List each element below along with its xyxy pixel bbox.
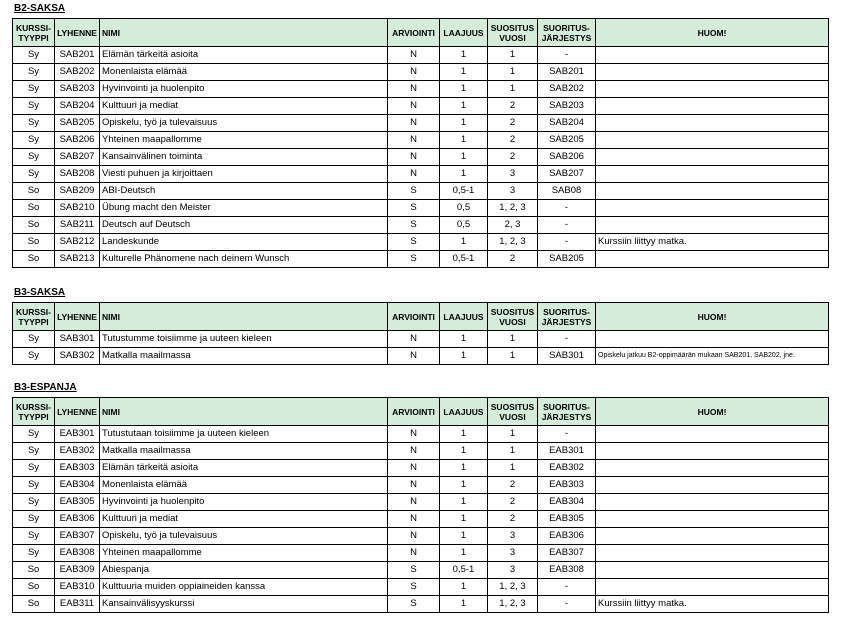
- laajuus-cell: 1: [440, 132, 488, 149]
- arviointi-cell: N: [388, 477, 440, 494]
- suoritusjarjestys-cell: -: [538, 596, 596, 613]
- lyhenne-cell: SAB204: [55, 98, 100, 115]
- lyhenne-header: LYHENNE: [55, 19, 100, 47]
- header-row: [13, 19, 829, 47]
- header-row: [13, 398, 829, 426]
- arviointi-cell: N: [388, 460, 440, 477]
- kurssityyppi-cell: Sy: [13, 47, 55, 64]
- suositusvuosi-cell: 1: [488, 348, 538, 365]
- nimi-cell: Kulttuuri ja mediat: [100, 511, 388, 528]
- suositusvuosi-cell: 1: [488, 331, 538, 348]
- suositusvuosi-cell: 2: [488, 477, 538, 494]
- nimi-cell: Monenlaista elämää: [100, 64, 388, 81]
- arviointi-cell: N: [388, 331, 440, 348]
- kurssityyppi-cell: Sy: [13, 545, 55, 562]
- suoritusjarjestys-cell: SAB206: [538, 149, 596, 166]
- lyhenne-cell: EAB301: [55, 426, 100, 443]
- huom-cell: Kurssiin liittyy matka.: [596, 596, 829, 613]
- kurssityyppi-cell: Sy: [13, 477, 55, 494]
- kurssityyppi-cell: Sy: [13, 115, 55, 132]
- suositusvuosi-cell: 2: [488, 251, 538, 268]
- arviointi-cell: N: [388, 98, 440, 115]
- nimi-cell: Kansainvälisyyskurssi: [100, 596, 388, 613]
- lyhenne-cell: EAB308: [55, 545, 100, 562]
- suoritusjarjestys-cell: SAB08: [538, 183, 596, 200]
- suositusvuosi-header: SUOSITUS VUOSI: [488, 19, 538, 47]
- course-table: [12, 18, 829, 268]
- suositusvuosi-cell: 1, 2, 3: [488, 579, 538, 596]
- table-row: [13, 64, 829, 81]
- table-row: [13, 562, 829, 579]
- table-row: [13, 579, 829, 596]
- laajuus-cell: 0,5: [440, 200, 488, 217]
- section-b2-saksa: [12, 2, 829, 268]
- nimi-cell: Yhteinen maapallomme: [100, 545, 388, 562]
- arviointi-cell: N: [388, 64, 440, 81]
- laajuus-cell: 0,5: [440, 217, 488, 234]
- kurssityyppi-cell: Sy: [13, 166, 55, 183]
- huom-cell: [596, 460, 829, 477]
- huom-cell: [596, 511, 829, 528]
- nimi-cell: Tutustumme toisiimme ja uuteen kieleen: [100, 331, 388, 348]
- kurssityyppi-header: KURSSI- TYYPPI: [13, 398, 55, 426]
- kurssityyppi-cell: Sy: [13, 426, 55, 443]
- laajuus-cell: 1: [440, 545, 488, 562]
- huom-cell: [596, 443, 829, 460]
- kurssityyppi-cell: So: [13, 251, 55, 268]
- lyhenne-cell: EAB302: [55, 443, 100, 460]
- lyhenne-cell: SAB213: [55, 251, 100, 268]
- arviointi-cell: S: [388, 200, 440, 217]
- suositusvuosi-cell: 3: [488, 562, 538, 579]
- table-row: [13, 132, 829, 149]
- huom-cell: [596, 426, 829, 443]
- nimi-cell: Opiskelu, työ ja tulevaisuus: [100, 528, 388, 545]
- suoritusjarjestys-cell: SAB204: [538, 115, 596, 132]
- suoritusjarjestys-cell: SAB205: [538, 251, 596, 268]
- table-row: [13, 47, 829, 64]
- suoritusjarjestys-cell: EAB306: [538, 528, 596, 545]
- table-row: [13, 234, 829, 251]
- arviointi-cell: N: [388, 494, 440, 511]
- nimi-cell: Kulttuuri ja mediat: [100, 98, 388, 115]
- nimi-cell: Viesti puhuen ja kirjoittaen: [100, 166, 388, 183]
- suositusvuosi-cell: 3: [488, 545, 538, 562]
- arviointi-cell: S: [388, 596, 440, 613]
- section-title: B3-SAKSA: [14, 287, 66, 298]
- table-row: [13, 477, 829, 494]
- laajuus-cell: 1: [440, 443, 488, 460]
- lyhenne-cell: SAB301: [55, 331, 100, 348]
- suoritusjarjestys-cell: -: [538, 331, 596, 348]
- lyhenne-cell: SAB201: [55, 47, 100, 64]
- suositusvuosi-cell: 2: [488, 115, 538, 132]
- huom-cell: [596, 47, 829, 64]
- suositusvuosi-cell: 2: [488, 511, 538, 528]
- suoritusjarjestys-header: SUORITUS- JÄRJESTYS: [538, 19, 596, 47]
- suoritusjarjestys-cell: EAB307: [538, 545, 596, 562]
- table-row: [13, 494, 829, 511]
- section-title: B2-SAKSA: [14, 3, 66, 14]
- table-row: [13, 545, 829, 562]
- suoritusjarjestys-cell: -: [538, 579, 596, 596]
- huom-cell: [596, 494, 829, 511]
- huom-cell: [596, 331, 829, 348]
- suoritusjarjestys-cell: EAB305: [538, 511, 596, 528]
- nimi-cell: Landeskunde: [100, 234, 388, 251]
- suositusvuosi-cell: 2: [488, 494, 538, 511]
- nimi-cell: ABI-Deutsch: [100, 183, 388, 200]
- lyhenne-cell: EAB310: [55, 579, 100, 596]
- nimi-cell: Hyvinvointi ja huolenpito: [100, 494, 388, 511]
- table-row: [13, 200, 829, 217]
- arviointi-cell: N: [388, 348, 440, 365]
- arviointi-cell: N: [388, 443, 440, 460]
- arviointi-cell: N: [388, 545, 440, 562]
- suositusvuosi-cell: 1, 2, 3: [488, 200, 538, 217]
- huom-cell: [596, 149, 829, 166]
- laajuus-cell: 1: [440, 234, 488, 251]
- lyhenne-header: LYHENNE: [55, 303, 100, 331]
- lyhenne-cell: SAB207: [55, 149, 100, 166]
- lyhenne-cell: EAB309: [55, 562, 100, 579]
- nimi-cell: Opiskelu, työ ja tulevaisuus: [100, 115, 388, 132]
- kurssityyppi-cell: So: [13, 217, 55, 234]
- arviointi-cell: N: [388, 132, 440, 149]
- suoritusjarjestys-cell: SAB202: [538, 81, 596, 98]
- arviointi-cell: N: [388, 149, 440, 166]
- nimi-cell: Abiespanja: [100, 562, 388, 579]
- laajuus-cell: 1: [440, 596, 488, 613]
- nimi-cell: Übung macht den Meister: [100, 200, 388, 217]
- nimi-header: NIMI: [100, 303, 388, 331]
- laajuus-cell: 1: [440, 149, 488, 166]
- kurssityyppi-cell: Sy: [13, 132, 55, 149]
- suoritusjarjestys-cell: EAB303: [538, 477, 596, 494]
- huom-cell: [596, 251, 829, 268]
- huom-cell: [596, 166, 829, 183]
- lyhenne-cell: SAB210: [55, 200, 100, 217]
- kurssityyppi-cell: So: [13, 562, 55, 579]
- huom-cell: [596, 183, 829, 200]
- nimi-header: NIMI: [100, 398, 388, 426]
- laajuus-cell: 1: [440, 494, 488, 511]
- lyhenne-cell: EAB304: [55, 477, 100, 494]
- table-row: [13, 348, 829, 365]
- nimi-cell: Deutsch auf Deutsch: [100, 217, 388, 234]
- kurssityyppi-cell: Sy: [13, 511, 55, 528]
- nimi-cell: Elämän tärkeitä asioita: [100, 47, 388, 64]
- nimi-cell: Monenlaista elämää: [100, 477, 388, 494]
- laajuus-cell: 1: [440, 460, 488, 477]
- kurssityyppi-cell: So: [13, 596, 55, 613]
- lyhenne-cell: EAB306: [55, 511, 100, 528]
- suoritusjarjestys-header: SUORITUS- JÄRJESTYS: [538, 303, 596, 331]
- table-row: [13, 596, 829, 613]
- kurssityyppi-cell: Sy: [13, 528, 55, 545]
- table-row: [13, 443, 829, 460]
- suositusvuosi-cell: 1: [488, 47, 538, 64]
- nimi-cell: Matkalla maailmassa: [100, 348, 388, 365]
- table-row: [13, 98, 829, 115]
- lyhenne-cell: SAB206: [55, 132, 100, 149]
- nimi-cell: Kulturelle Phänomene nach deinem Wunsch: [100, 251, 388, 268]
- laajuus-cell: 0,5-1: [440, 183, 488, 200]
- huom-cell: [596, 545, 829, 562]
- laajuus-cell: 1: [440, 528, 488, 545]
- laajuus-cell: 1: [440, 511, 488, 528]
- suoritusjarjestys-cell: SAB207: [538, 166, 596, 183]
- kurssityyppi-header: KURSSI- TYYPPI: [13, 19, 55, 47]
- suositusvuosi-cell: 3: [488, 166, 538, 183]
- huom-header: HUOM!: [596, 19, 829, 47]
- laajuus-cell: 0,5-1: [440, 251, 488, 268]
- lyhenne-cell: SAB202: [55, 64, 100, 81]
- suoritusjarjestys-header: SUORITUS- JÄRJESTYS: [538, 398, 596, 426]
- huom-cell: [596, 132, 829, 149]
- laajuus-cell: 1: [440, 98, 488, 115]
- suoritusjarjestys-cell: SAB203: [538, 98, 596, 115]
- lyhenne-cell: EAB303: [55, 460, 100, 477]
- lyhenne-cell: EAB311: [55, 596, 100, 613]
- nimi-cell: Kansainvälinen toiminta: [100, 149, 388, 166]
- suoritusjarjestys-cell: -: [538, 47, 596, 64]
- table-row: [13, 426, 829, 443]
- lyhenne-cell: SAB203: [55, 81, 100, 98]
- kurssityyppi-cell: So: [13, 579, 55, 596]
- kurssityyppi-cell: So: [13, 234, 55, 251]
- huom-cell: [596, 217, 829, 234]
- section-b3-saksa: [12, 286, 829, 365]
- lyhenne-header: LYHENNE: [55, 398, 100, 426]
- lyhenne-cell: SAB302: [55, 348, 100, 365]
- course-table: [12, 302, 829, 365]
- huom-cell: [596, 98, 829, 115]
- suositusvuosi-cell: 1, 2, 3: [488, 234, 538, 251]
- suositusvuosi-cell: 3: [488, 183, 538, 200]
- arviointi-cell: N: [388, 528, 440, 545]
- arviointi-cell: S: [388, 562, 440, 579]
- laajuus-cell: 1: [440, 348, 488, 365]
- laajuus-cell: 1: [440, 81, 488, 98]
- course-table: [12, 397, 829, 613]
- suoritusjarjestys-cell: EAB302: [538, 460, 596, 477]
- lyhenne-cell: SAB208: [55, 166, 100, 183]
- suositusvuosi-cell: 2: [488, 149, 538, 166]
- arviointi-cell: N: [388, 511, 440, 528]
- arviointi-cell: S: [388, 217, 440, 234]
- laajuus-cell: 1: [440, 477, 488, 494]
- table-row: [13, 460, 829, 477]
- arviointi-header: ARVIOINTI: [388, 398, 440, 426]
- laajuus-cell: 1: [440, 115, 488, 132]
- table-row: [13, 183, 829, 200]
- kurssityyppi-cell: So: [13, 200, 55, 217]
- huom-cell: [596, 200, 829, 217]
- table-row: [13, 511, 829, 528]
- nimi-cell: Kulttuuria muiden oppiaineiden kanssa: [100, 579, 388, 596]
- suoritusjarjestys-cell: -: [538, 200, 596, 217]
- suoritusjarjestys-cell: SAB201: [538, 64, 596, 81]
- suoritusjarjestys-cell: -: [538, 234, 596, 251]
- suositusvuosi-header: SUOSITUS VUOSI: [488, 303, 538, 331]
- kurssityyppi-cell: Sy: [13, 98, 55, 115]
- kurssityyppi-cell: Sy: [13, 460, 55, 477]
- nimi-header: NIMI: [100, 19, 388, 47]
- kurssityyppi-cell: Sy: [13, 348, 55, 365]
- suositusvuosi-cell: 1: [488, 426, 538, 443]
- arviointi-cell: N: [388, 426, 440, 443]
- kurssityyppi-header: KURSSI- TYYPPI: [13, 303, 55, 331]
- huom-cell: [596, 64, 829, 81]
- huom-cell: [596, 477, 829, 494]
- laajuus-cell: 1: [440, 426, 488, 443]
- suositusvuosi-cell: 3: [488, 528, 538, 545]
- nimi-cell: Hyvinvointi ja huolenpito: [100, 81, 388, 98]
- huom-cell: [596, 528, 829, 545]
- huom-header: HUOM!: [596, 303, 829, 331]
- table-row: [13, 217, 829, 234]
- nimi-cell: Yhteinen maapallomme: [100, 132, 388, 149]
- lyhenne-cell: EAB307: [55, 528, 100, 545]
- arviointi-header: ARVIOINTI: [388, 19, 440, 47]
- laajuus-cell: 1: [440, 579, 488, 596]
- kurssityyppi-cell: Sy: [13, 149, 55, 166]
- suositusvuosi-cell: 1: [488, 443, 538, 460]
- table-row: [13, 81, 829, 98]
- huom-cell: [596, 579, 829, 596]
- huom-cell: [596, 115, 829, 132]
- arviointi-cell: N: [388, 166, 440, 183]
- nimi-cell: Matkalla maailmassa: [100, 443, 388, 460]
- huom-cell: [596, 81, 829, 98]
- suoritusjarjestys-cell: -: [538, 426, 596, 443]
- kurssityyppi-cell: Sy: [13, 81, 55, 98]
- laajuus-cell: 1: [440, 331, 488, 348]
- table-row: [13, 115, 829, 132]
- table-row: [13, 251, 829, 268]
- table-row: [13, 166, 829, 183]
- kurssityyppi-cell: Sy: [13, 443, 55, 460]
- suositusvuosi-cell: 1: [488, 81, 538, 98]
- section-title: B3-ESPANJA: [14, 382, 77, 393]
- arviointi-cell: S: [388, 234, 440, 251]
- laajuus-header: LAAJUUS: [440, 303, 488, 331]
- huom-cell: Opiskelu jatkuu B2-oppimäärän mukaan SAB201, SAB202, jne.: [596, 348, 829, 365]
- kurssityyppi-cell: So: [13, 183, 55, 200]
- arviointi-header: ARVIOINTI: [388, 303, 440, 331]
- huom-cell: Kurssiin liittyy matka.: [596, 234, 829, 251]
- suoritusjarjestys-cell: EAB304: [538, 494, 596, 511]
- nimi-cell: Elämän tärkeitä asioita: [100, 460, 388, 477]
- table-row: [13, 528, 829, 545]
- lyhenne-cell: EAB305: [55, 494, 100, 511]
- section-b3-espanja: [12, 381, 829, 613]
- suositusvuosi-cell: 2: [488, 132, 538, 149]
- suositusvuosi-cell: 1, 2, 3: [488, 596, 538, 613]
- suositusvuosi-cell: 2: [488, 98, 538, 115]
- suositusvuosi-cell: 2, 3: [488, 217, 538, 234]
- suoritusjarjestys-cell: EAB308: [538, 562, 596, 579]
- laajuus-cell: 1: [440, 64, 488, 81]
- suositusvuosi-cell: 1: [488, 64, 538, 81]
- header-row: [13, 303, 829, 331]
- table-row: [13, 149, 829, 166]
- laajuus-cell: 0,5-1: [440, 562, 488, 579]
- lyhenne-cell: SAB212: [55, 234, 100, 251]
- arviointi-cell: N: [388, 81, 440, 98]
- suoritusjarjestys-cell: SAB301: [538, 348, 596, 365]
- suoritusjarjestys-cell: -: [538, 217, 596, 234]
- lyhenne-cell: SAB209: [55, 183, 100, 200]
- huom-cell: [596, 562, 829, 579]
- huom-header: HUOM!: [596, 398, 829, 426]
- suoritusjarjestys-cell: EAB301: [538, 443, 596, 460]
- arviointi-cell: S: [388, 251, 440, 268]
- suositusvuosi-cell: 1: [488, 460, 538, 477]
- laajuus-header: LAAJUUS: [440, 398, 488, 426]
- kurssityyppi-cell: Sy: [13, 64, 55, 81]
- laajuus-header: LAAJUUS: [440, 19, 488, 47]
- kurssityyppi-cell: Sy: [13, 494, 55, 511]
- lyhenne-cell: SAB205: [55, 115, 100, 132]
- table-row: [13, 331, 829, 348]
- laajuus-cell: 1: [440, 47, 488, 64]
- kurssityyppi-cell: Sy: [13, 331, 55, 348]
- arviointi-cell: S: [388, 183, 440, 200]
- laajuus-cell: 1: [440, 166, 488, 183]
- lyhenne-cell: SAB211: [55, 217, 100, 234]
- arviointi-cell: N: [388, 47, 440, 64]
- suoritusjarjestys-cell: SAB205: [538, 132, 596, 149]
- arviointi-cell: N: [388, 115, 440, 132]
- nimi-cell: Tutustutaan toisiimme ja uuteen kieleen: [100, 426, 388, 443]
- suositusvuosi-header: SUOSITUS VUOSI: [488, 398, 538, 426]
- arviointi-cell: S: [388, 579, 440, 596]
